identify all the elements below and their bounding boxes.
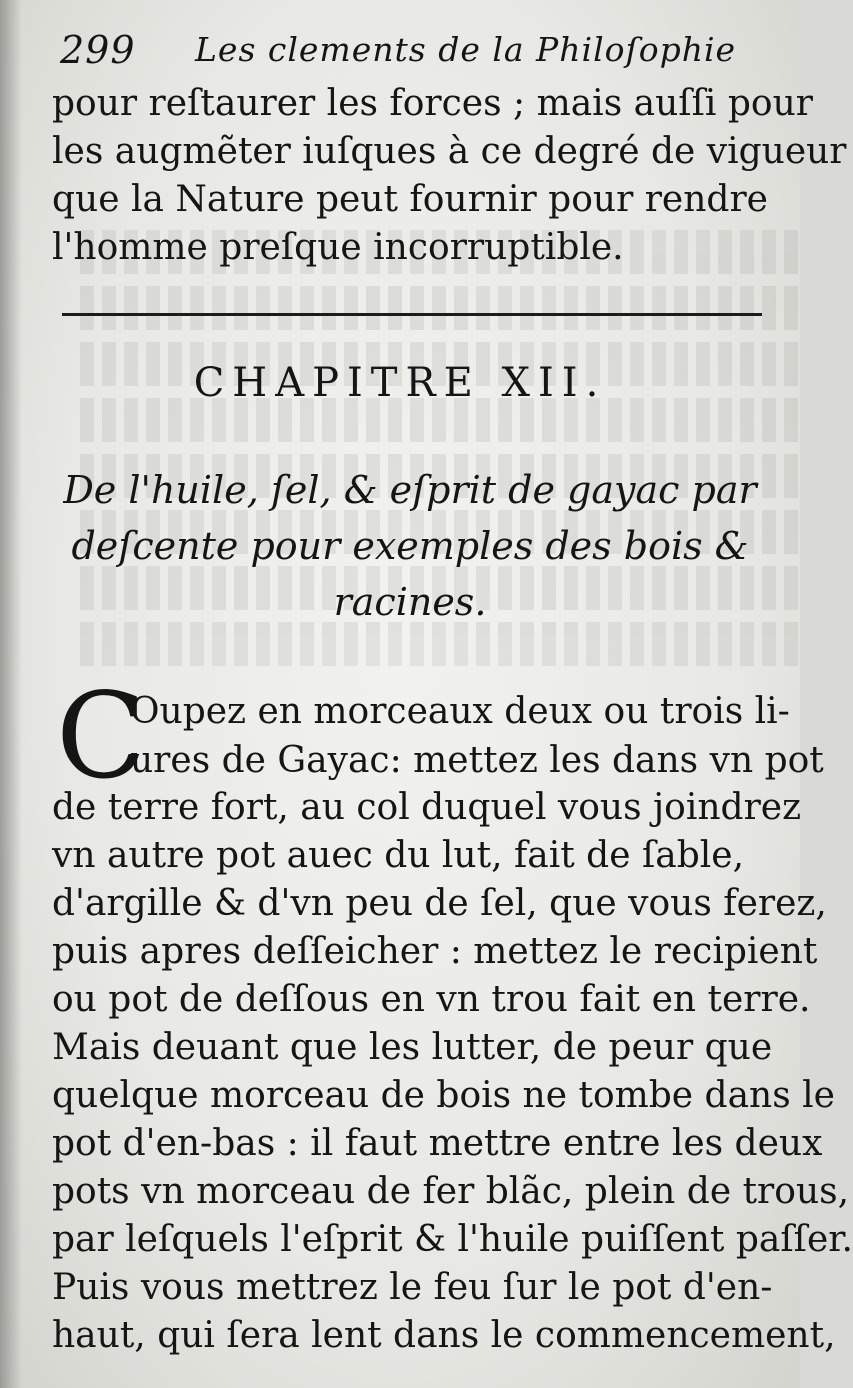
body-line: vn autre pot auec du lut, fait de ſable,: [52, 835, 745, 876]
body-line: Puis vous mettrez le feu ſur le pot d'en-: [52, 1267, 773, 1308]
chapter-subtitle-line: deſcente pour exemples des bois &: [71, 524, 749, 568]
chapter-subtitle-line: De l'huile, ſel, & eſprit de gayac par: [63, 468, 757, 512]
body-line: pot d'en-bas : il faut mettre entre les deux: [52, 1123, 823, 1164]
intro-line: que la Nature peut fournir pour rendre: [52, 179, 768, 220]
body-line: Oupez en morceaux deux ou trois li-: [130, 691, 790, 732]
page-edge-shadow: [0, 0, 22, 1388]
body-line: pots vn morceau de fer blãc, plein de trous,: [52, 1171, 850, 1212]
running-header: [60, 18, 770, 78]
body-line: Mais deuant que les lutter, de peur que: [52, 1027, 773, 1068]
intro-line: l'homme preſque incorruptible.: [52, 227, 624, 268]
body-line: ou pot de deſſous en vn trou fait en terre.: [52, 979, 811, 1020]
body-line: haut, qui ſera lent dans le commencement,: [52, 1315, 836, 1356]
body-line: ures de Gayac: mettez les dans vn pot: [130, 740, 824, 781]
body-line: par leſquels l'eſprit & l'huile puiſſent paſſer.: [52, 1219, 853, 1260]
body-line: quelque morceau de bois ne tombe dans le: [52, 1075, 835, 1116]
body-line: puis apres deſſeicher : mettez le recipient: [52, 931, 818, 972]
running-title: Les clements de la Philoſophie: [195, 30, 737, 69]
intro-line: les augmẽter iuſques à ce degré de vigueur: [52, 131, 847, 172]
page-number: 299: [60, 28, 136, 72]
body-line: de terre fort, au col duquel vous joindrez: [52, 787, 802, 828]
chapter-subtitle-line: racines.: [333, 580, 487, 624]
chapter-title: CHAPITRE XII.: [193, 360, 607, 406]
intro-line: pour reſtaurer les forces ; mais auſſi pour: [52, 83, 813, 124]
section-rule: [62, 313, 762, 316]
drop-cap: C: [56, 667, 147, 805]
body-line: d'argille & d'vn peu de ſel, que vous ferez,: [52, 883, 827, 924]
